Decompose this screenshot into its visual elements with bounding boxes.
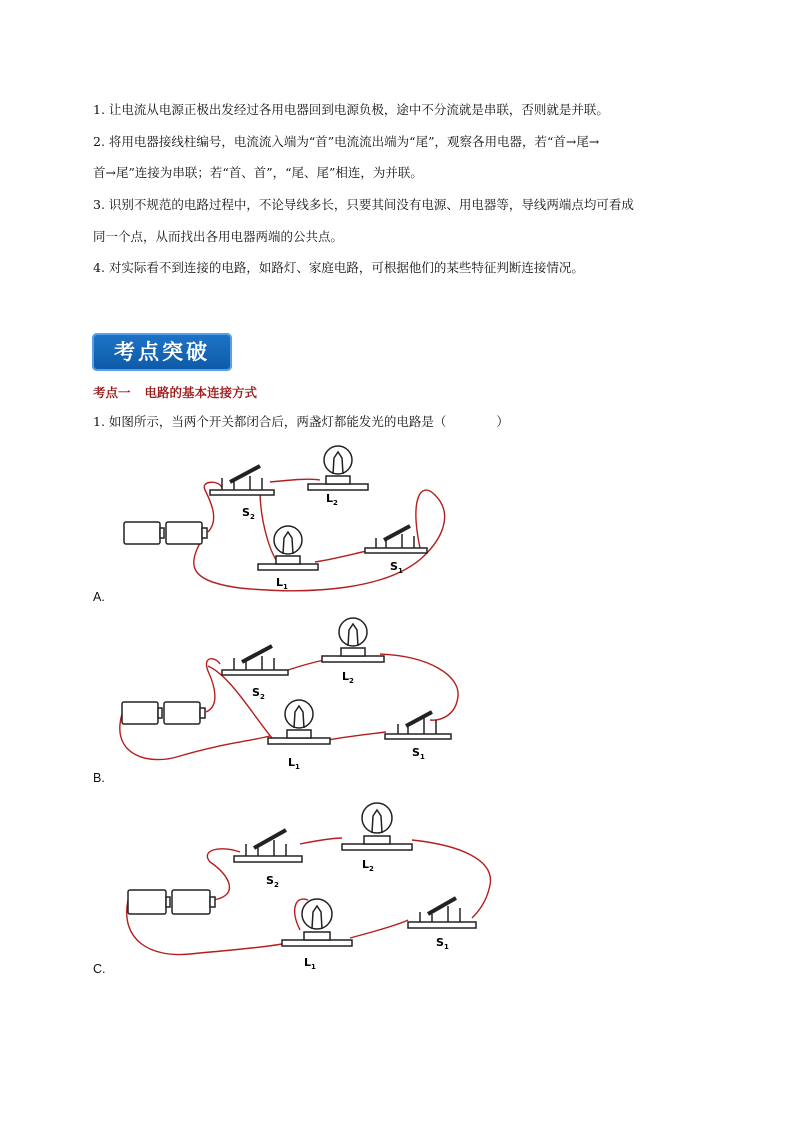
kaodian-heading — [93, 383, 271, 401]
switch-s1-c — [408, 898, 476, 928]
battery-c — [128, 890, 215, 914]
lamp-l1-b — [268, 700, 330, 744]
label-l1-c: $L_1$ — [304, 956, 316, 971]
switch-s2-b — [222, 646, 288, 675]
switch-s2-c — [234, 830, 302, 862]
lamp-l2-a — [308, 446, 368, 490]
label-l1-a: $L_1$ — [276, 576, 288, 591]
label-s1-a: $S_1$ — [390, 560, 403, 575]
label-l2-a: $L_2$ — [326, 492, 338, 507]
section-badge: 考点突破 — [92, 333, 232, 371]
label-l2-b: $L_2$ — [342, 670, 354, 685]
question-text: 1. 如图所示，当两个开关都闭合后，两盏灯都能发光的电路是（ ） — [93, 414, 509, 429]
lamp-l2-b — [322, 618, 384, 662]
option-b[interactable]: B. — [93, 771, 105, 785]
label-l2-c: $L_2$ — [362, 858, 374, 873]
lamp-l2-c — [342, 803, 412, 850]
option-c[interactable]: C. — [93, 962, 106, 976]
circuit-diagram-b — [110, 616, 470, 781]
battery-b — [122, 702, 205, 724]
label-s1-b: $S_1$ — [412, 746, 425, 761]
rule-line-3: 首→尾”连接为串联；若“首、首”，“尾、尾”相连，为并联。 — [93, 165, 423, 180]
kaodian-title: 电路的基本连接方式 — [144, 385, 258, 400]
switch-s1-b — [385, 712, 451, 739]
label-s1-c: $S_1$ — [436, 936, 449, 951]
rule-line-6: 4. 对实际看不到连接的电路，如路灯、家庭电路，可根据他们的某些特征判断连接情况。 — [93, 260, 584, 275]
lamp-l1-c — [282, 899, 352, 946]
circuit-diagram-c — [110, 800, 500, 970]
label-s2-c: $S_2$ — [266, 874, 279, 889]
rule-line-2: 2. 将用电器接线柱编号，电流流入端为“首”电流流出端为“尾”，观察各用电器，若“首→尾→ — [93, 134, 600, 149]
label-s2-b: $S_2$ — [252, 686, 265, 701]
rule-line-4: 3. 识别不规范的电路过程中，不论导线多长，只要其间没有电源、用电器等，导线两端点均可看成 — [93, 197, 634, 212]
kaodian-label: 考点一 — [93, 385, 131, 400]
rule-line-5: 同一个点，从而找出各用电器两端的公共点。 — [93, 229, 344, 244]
lamp-l1-a — [258, 526, 318, 570]
rule-line-1: 1. 让电流从电源正极出发经过各用电器回到电源负极，途中不分流就是串联，否则就是并联。 — [93, 102, 609, 117]
option-a[interactable]: A. — [93, 590, 105, 604]
switch-s2-a — [210, 466, 274, 495]
label-s2-a: $S_2$ — [242, 506, 255, 521]
battery-a — [124, 522, 207, 544]
circuit-diagram-a — [110, 440, 470, 600]
label-l1-b: $L_1$ — [288, 756, 300, 771]
